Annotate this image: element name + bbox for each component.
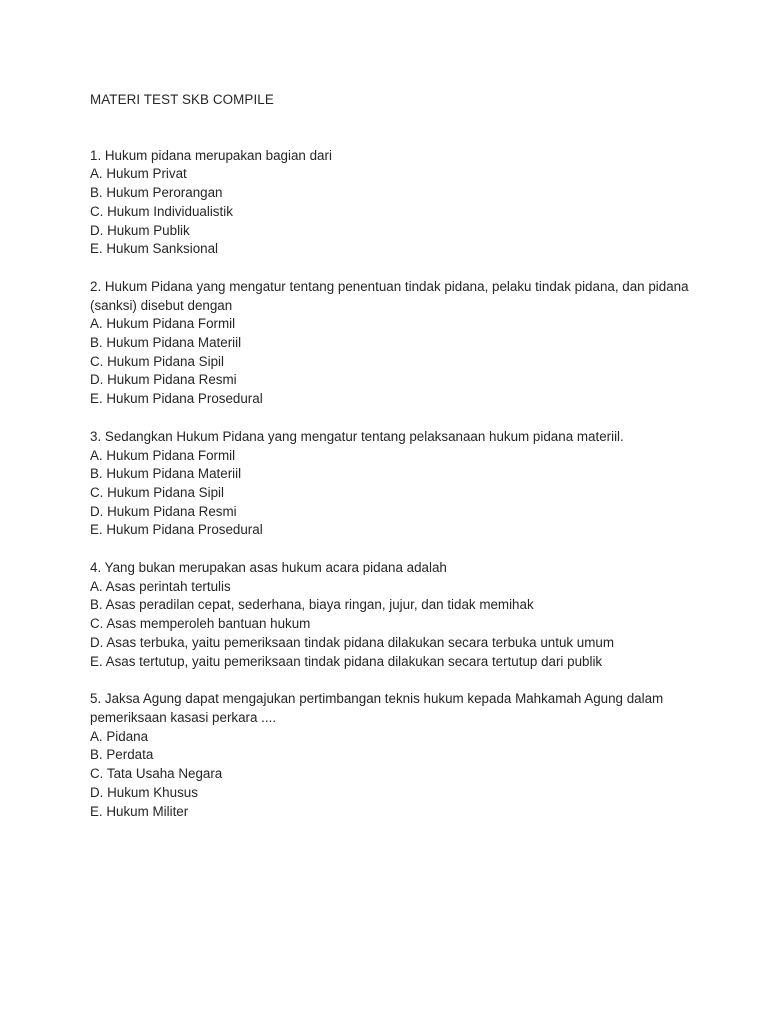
answer-option-d: D. Hukum Pidana Resmi: [90, 503, 237, 519]
answer-option-c: C. Asas memperoleh bantuan hukum: [90, 616, 311, 632]
answer-option-a: A. Hukum Pidana Formil: [90, 316, 236, 332]
answer-option-e: E. Hukum Militer: [90, 803, 189, 819]
answer-option-a: A. Pidana: [90, 728, 149, 744]
question-3: [90, 428, 708, 540]
answer-option-d: D. Asas terbuka, yaitu pemeriksaan tindak pidana dilakukan secara terbuka untuk umum: [90, 634, 615, 650]
question-text: 4. Yang bukan merupakan asas hukum acara pidana adalah: [90, 560, 447, 576]
answer-option-b: B. Hukum Pidana Materiil: [90, 335, 242, 351]
answer-option-a: A. Hukum Pidana Formil: [90, 447, 236, 463]
answer-option-d: D. Hukum Khusus: [90, 784, 198, 800]
answer-option-c: C. Tata Usaha Negara: [90, 766, 223, 782]
answer-option-d: D. Hukum Publik: [90, 222, 190, 238]
answer-option-a: A. Asas perintah tertulis: [90, 578, 231, 594]
answer-option-c: C. Hukum Pidana Sipil: [90, 484, 224, 500]
answer-option-e: E. Hukum Pidana Prosedural: [90, 522, 263, 538]
question-text: 2. Hukum Pidana yang mengatur tentang penentuan tindak pidana, pelaku tindak pidana, dan pidana (sanksi) disebut dengan: [90, 278, 689, 313]
question-text: 1. Hukum pidana merupakan bagian dari: [90, 147, 332, 163]
answer-option-e: E. Hukum Sanksional: [90, 241, 219, 257]
answer-option-b: B. Hukum Pidana Materiil: [90, 466, 242, 482]
answer-option-c: C. Hukum Pidana Sipil: [90, 353, 224, 369]
question-text: 5. Jaksa Agung dapat mengajukan pertimbangan teknis hukum kepada Mahkamah Agung dalam pemeriksaan kasasi perkara ....: [90, 691, 664, 725]
question-text: 3. Sedangkan Hukum Pidana yang mengatur tentang pelaksanaan hukum pidana materiil.: [90, 428, 624, 444]
answer-option-e: E. Asas tertutup, yaitu pemeriksaan tindak pidana dilakukan secara tertutup dari publik: [90, 653, 603, 669]
question-4: [90, 559, 708, 671]
answer-option-e: E. Hukum Pidana Prosedural: [90, 391, 263, 407]
answer-option-b: B. Hukum Perorangan: [90, 185, 223, 201]
answer-option-d: D. Hukum Pidana Resmi: [90, 372, 237, 388]
question-2: [90, 278, 708, 409]
answer-option-a: A. Hukum Privat: [90, 166, 187, 182]
answer-option-c: C. Hukum Individualistik: [90, 203, 233, 219]
question-1: [90, 147, 708, 259]
answer-option-b: B. Perdata: [90, 747, 154, 763]
answer-option-b: B. Asas peradilan cepat, sederhana, biaya ringan, jujur, dan tidak memihak: [90, 597, 534, 613]
document-title: MATERI TEST SKB COMPILE: [90, 92, 274, 107]
question-5: [90, 690, 708, 821]
